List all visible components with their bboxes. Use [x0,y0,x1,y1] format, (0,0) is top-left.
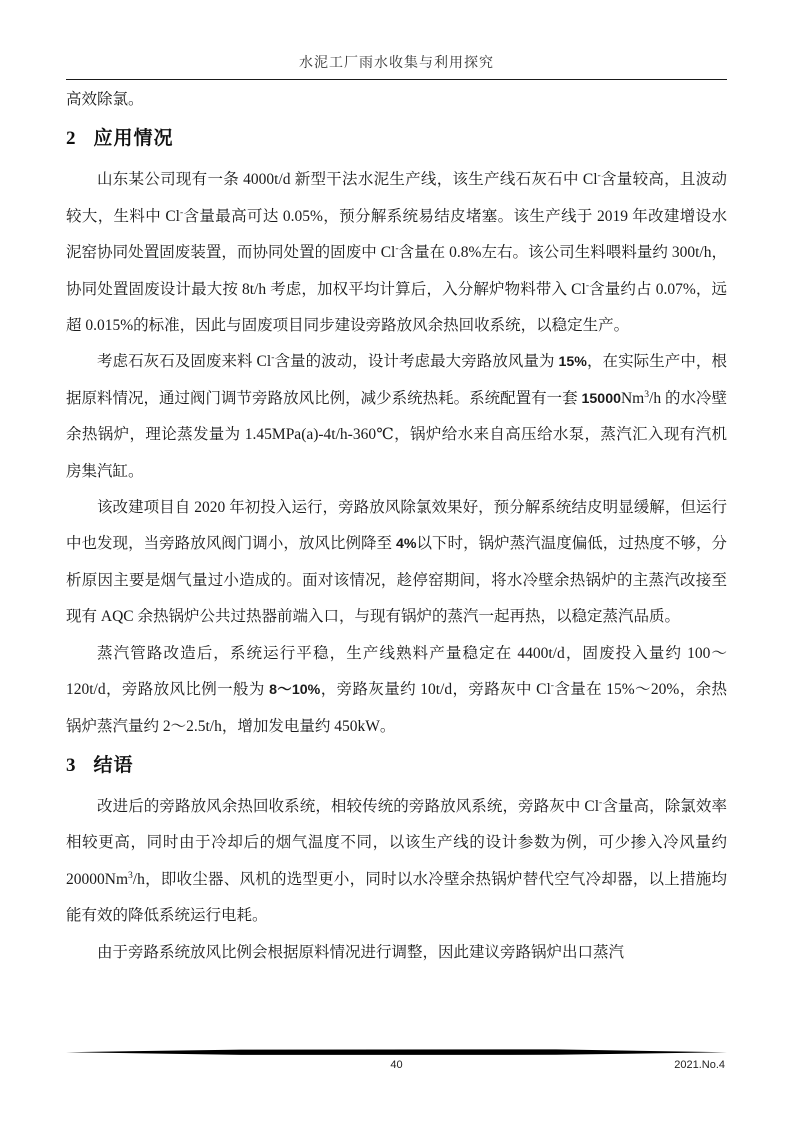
running-title: 水泥工厂雨水收集与利用探究 [66,52,727,80]
text-segment: 山东某公司现有一条 4000t/d 新型干法水泥生产线，该生产线石灰石中 Cl [97,171,598,189]
text-segment: 8～10% [269,682,321,699]
text-segment: - [585,279,590,291]
text-segment: Nm [620,389,645,407]
section-heading [66,752,727,780]
text-segment: 改进后的旁路放风余热回收系统，相较传统的旁路放风系统，旁路灰中 Cl [97,797,600,815]
text-segment: - [597,170,601,182]
paragraph [66,490,727,636]
paragraph-continuation [66,82,727,118]
paragraph [66,789,727,935]
page-number: 40 [390,1059,403,1071]
text-segment: - [271,352,275,364]
text-segment: - [599,796,603,808]
text-segment: 含量在 0.8%左右。该公司生料喂料量约 300t/h，协同处置固废设计最大按 8t/h 考虑，加权平均计算后，入分解炉物料带入 Cl [66,244,727,298]
text-segment: /h 的水冷壁余热锅炉，理论蒸发量为 1.45MPa(a)-4t/h-360℃，锅炉给水来自高压给水泵，蒸汽汇入现有汽机房集汽缸。 [66,389,727,480]
text-segment: 含量约占 0.07%，远超 0.015%的标准，因此与固废项目同步建设旁路放风余热回收系统，以稳定生产。 [66,280,727,335]
paragraph [66,344,727,490]
text-segment: 3 [128,869,133,881]
text-segment: 4% [395,536,417,553]
paragraph [66,935,727,971]
text-segment: ，在实际生产中，根据原料情况，通过阀门调节旁路放风比例，减少系统热耗。系统配置有一套 [66,353,727,407]
text-segment: 3 [644,388,650,400]
text-segment: - [550,679,554,691]
text-segment: 由于旁路系统放风比例会根据原料情况进行调整，因此建议旁路锅炉出口蒸汽 [97,943,625,961]
text-segment: ，旁路灰量约 10t/d，旁路灰中 Cl [320,681,551,699]
text-segment: 该改建项目自 2020 年初投入运行，旁路放风除氯效果好，预分解系统结皮明显缓解，但运行中也发现，当旁路放风阀门调小，放风比例降至 [66,499,727,553]
text-segment: 蒸汽管路改造后，系统运行平稳，生产线熟料产量稳定在 4400t/d，固废投入量约 100～120t/d，旁路放风比例一般为 [66,644,727,699]
paragraph [66,162,727,344]
section-number: 3 [66,754,76,776]
footer-row [66,1059,727,1075]
text-segment: 15000 [581,390,621,407]
footer-rule [66,1048,727,1057]
text-segment: /h，即收尘器、风机的选型更小，同时以水冷壁余热锅炉替代空气冷却器，以上措施均能有效的降低系统运行电耗。 [66,870,727,925]
text-segment: - [180,206,184,218]
article-body [0,80,793,971]
page-header [0,0,793,80]
text-segment: 15% [558,354,587,371]
text-segment: 以下时，锅炉蒸汽温度偏低，过热度不够，分析原因主要是烟气量过小造成的。面对该情况，趁停窑期间，将水冷壁余热锅炉的主蒸汽改接至现有 AQC 余热锅炉公共过热器前端入口，与现有锅炉的蒸汽一起再热，以稳定蒸汽品质。 [66,535,727,626]
text-segment: 含量在 15%～20%，余热锅炉蒸汽量约 2～2.5t/h，增加发电量约 450kW。 [66,681,727,735]
page-footer [66,1048,727,1075]
section-heading [66,125,727,153]
text-segment: 高效除氯。 [66,91,144,108]
text-segment: 含量高，除氯效率相较更高，同时由于冷却后的烟气温度不同，以该生产线的设计参数为例，可少掺入冷风量约 20000Nm [66,797,727,888]
paragraph [66,636,727,745]
text-segment: - [395,243,399,255]
text-segment: 含量的波动，设计考虑最大旁路放风量为 [274,353,559,371]
text-segment: 含量最高可达 0.05%，预分解系统易结皮堵塞。该生产线于 2019 年改建增设水泥窑协同处置固废装置，而协同处置的固废中 Cl [66,207,727,262]
text-segment: 考虑石灰石及固废来料 Cl [97,353,272,371]
issue-label: 2021.No.4 [674,1059,725,1071]
section-title: 应用情况 [93,128,174,150]
section-number: 2 [66,128,76,150]
section-title: 结语 [93,754,134,776]
text-segment: 含量较高，且波动较大，生料中 Cl [66,171,727,225]
